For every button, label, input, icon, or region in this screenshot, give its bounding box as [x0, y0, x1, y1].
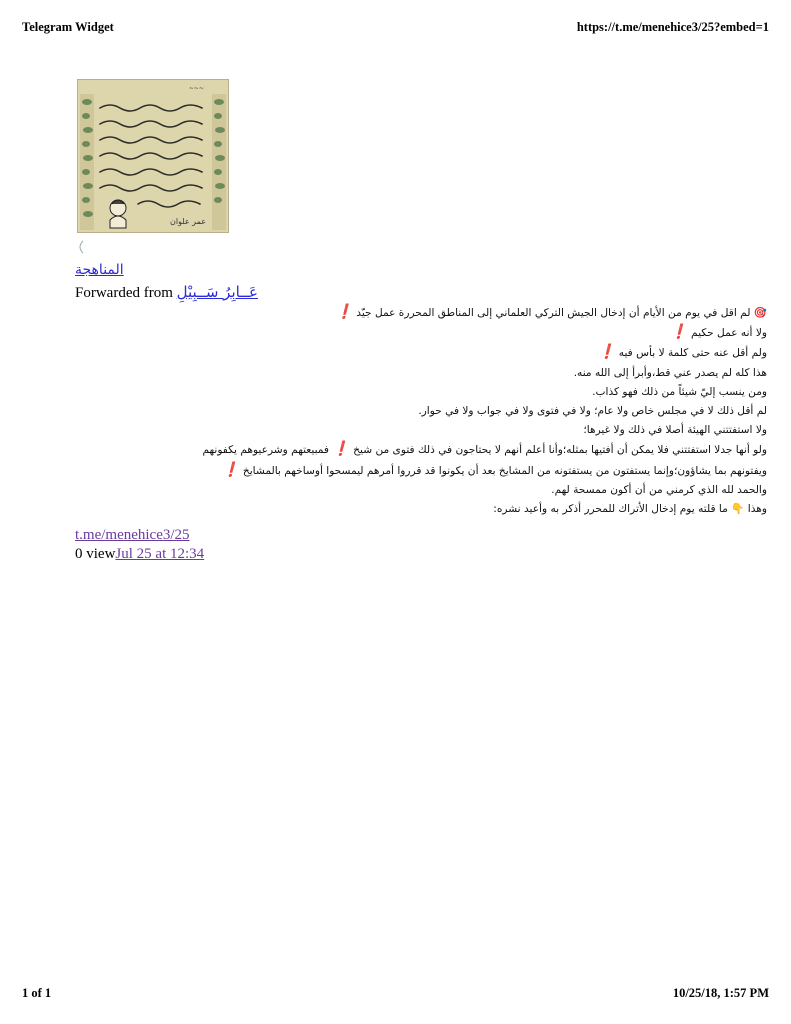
direct-hit-icon: 🎯 — [753, 307, 767, 319]
pointing-down-icon: 👇 — [731, 503, 745, 516]
page-header-url: https://t.me/menehice3/25?embed=1 — [576, 20, 769, 34]
message-line: 🎯 لم اقل في يوم من الأيام أن إدخال الجيش التركي العلماني إلى المناطق المحررة عمل جيّد ❗ — [335, 304, 767, 320]
message-line: هذا كله لم يصدر عني قط،وأبرأ إلى الله منه. — [573, 366, 767, 379]
page-footer-timestamp: 10/25/18, 1:57 PM — [672, 986, 769, 1000]
post-permalink[interactable]: t.me/menehice3/25 — [75, 527, 190, 543]
heavy-exclamation-icon: ❗ — [222, 461, 240, 478]
heavy-exclamation-icon: ❗ — [670, 324, 688, 341]
view-count: 0 view — [75, 546, 116, 562]
message-text — [75, 303, 767, 519]
message-line: ويفتونهم بما يشاؤون؛وإنما يستفتون من يستفتونه من المشايخ بعد أن يكونوا قد قرروا أمرهم ليمسحوا أوساخهم بالمشايخ ❗ — [222, 461, 767, 478]
heavy-exclamation-icon: ❗ — [335, 304, 353, 320]
message-line: ولا استفتتني الهيئة أصلا في ذلك ولا غيرها؛ — [583, 424, 767, 437]
heavy-exclamation-icon: ❗ — [597, 344, 616, 361]
message-line: ولا أنه عمل حكيم ❗ — [670, 324, 767, 341]
heavy-exclamation-icon: ❗ — [332, 441, 350, 458]
post-date-link[interactable]: Jul 25 at 12:34 — [115, 546, 205, 562]
photo-corner-mark: ~~~ — [188, 85, 204, 92]
page-header-title: Telegram Widget — [22, 20, 114, 34]
post-meta — [75, 546, 204, 563]
page-footer-count: 1 of 1 — [22, 986, 52, 1000]
message-line: وهذا 👇 ما قلته يوم إدخال الأتراك للمحرر أذكر به وأعيد نشره: — [493, 503, 767, 516]
photo-signature: عمر علوان — [169, 217, 206, 226]
message-line: لم أقل ذلك لا في مجلس خاص ولا عام؛ ولا في فتوى ولا في جواب ولا في حوار. — [418, 405, 767, 418]
message-line: ومن ينسب إليّ شيئاً من ذلك فهو كذاب. — [592, 385, 767, 398]
forwarded-source-link[interactable]: عَــابِرُ سَــبِيْلِ — [176, 283, 258, 301]
reply-curve-icon — [77, 240, 85, 254]
forwarded-from — [75, 283, 258, 302]
channel-author-link[interactable]: المناهجة — [75, 262, 124, 278]
message-line: والحمد لله الذي كرمني من أن أكون ممسحة لهم. — [551, 483, 767, 496]
message-line: ولم أقل عنه حتى كلمة لا بأس فيه ❗ — [597, 344, 767, 361]
message-line: ولو أنها جدلا استفتتني فلا يمكن أن أفتيها بمثله؛وأنا أعلم أنهم لا يحتاجون في ذلك فتوى من شيخ ❗ فمبيعتهم وشرعيوهم يكفونهم — [202, 441, 767, 458]
forwarded-prefix: Forwarded from — [75, 285, 173, 301]
post-photo[interactable] — [77, 79, 229, 233]
